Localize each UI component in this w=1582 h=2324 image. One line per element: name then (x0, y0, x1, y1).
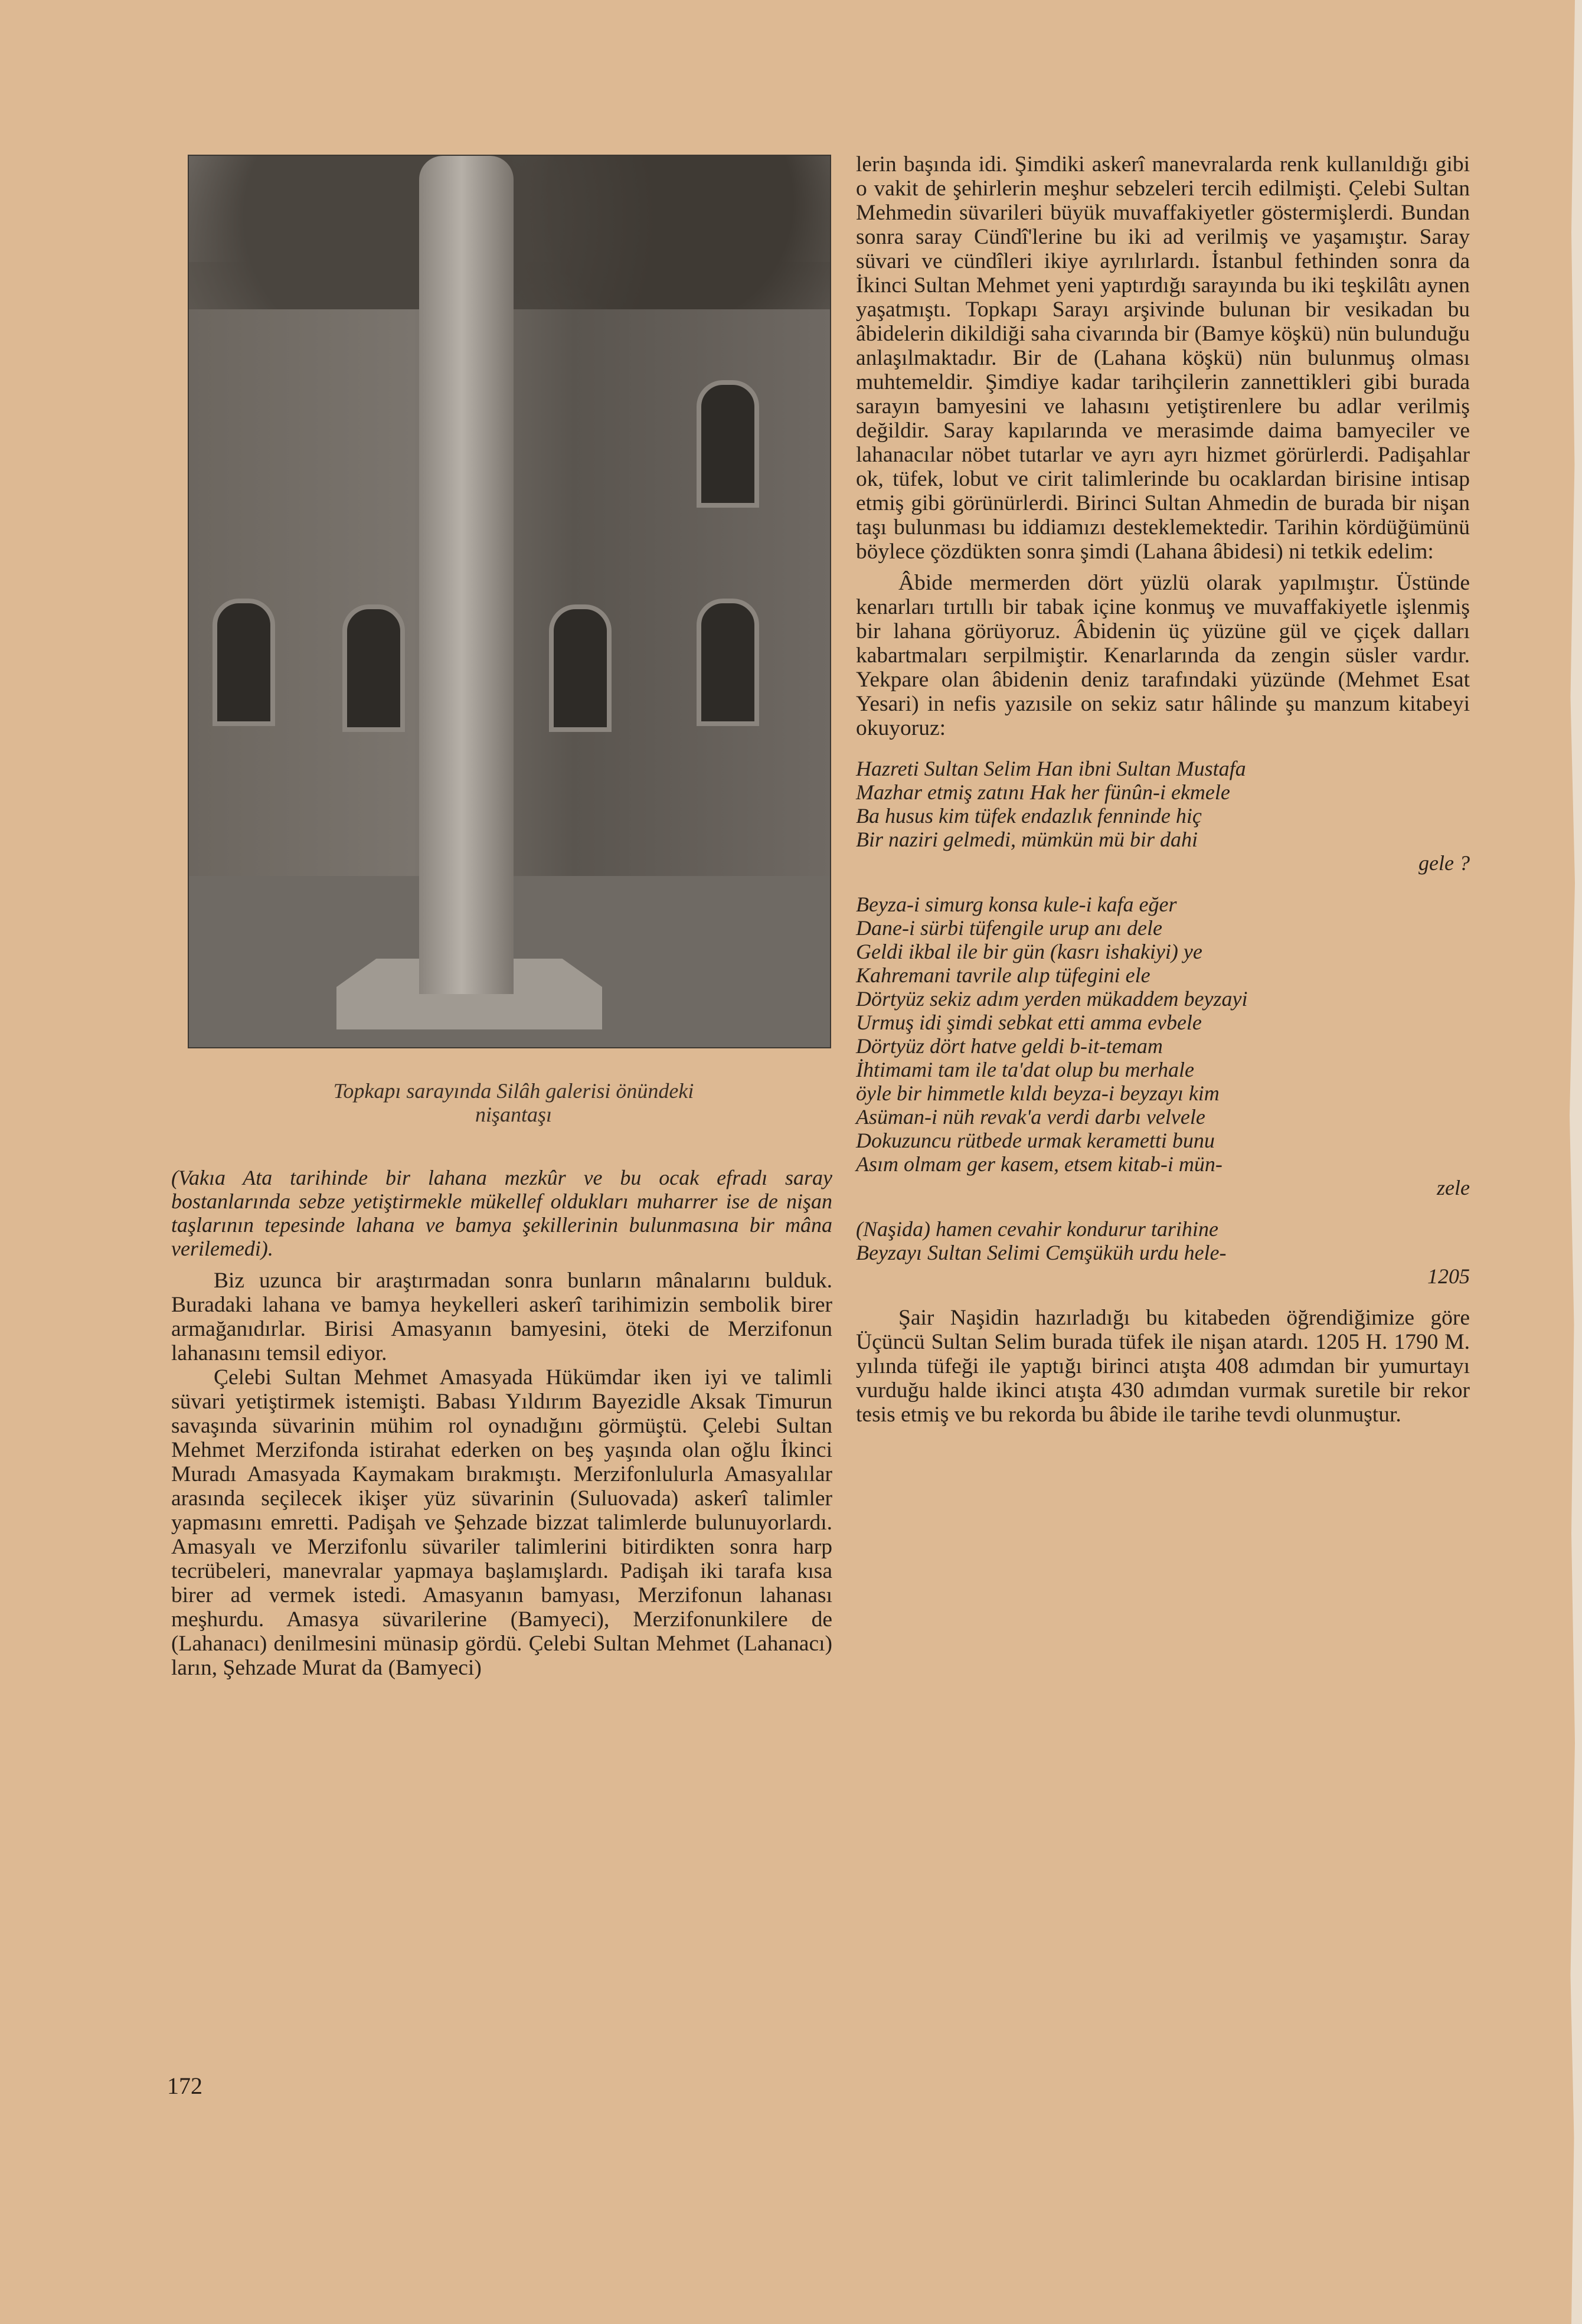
left-paragraph-2: Çelebi Sultan Mehmet Amasyada Hükümdar iken iyi ve talimli süvari yetiştirmek istemişti. Babası Yıldırım Bayezidle Aksak Timurun savaşında süvarinin mühim rol oynadığını görmüştü. Çelebi Sultan Mehmet Merzifonda istirahat ederken on beş yaşında olan oğlu İkinci Muradı Amasyada Kaymakam bırakmıştı. Merzifonlulurla Amasyalılar arasında seçilecek ikişer yüz süvarinin (Suluovada) askerî talimler yapmasını emretti. Padişah ve Şehzade bizzat talimlerde bulunuyorlardı. Amasyalı ve Merzifonlu süvariler talimlerini bitirdikten sonra harp tecrübeleri, manevralar yapmaya başlamışlardı. Padişah iki tarafa kısa birer ad vermek istedi. Amasyanın bamyası, Merzifonun lahanası meşhurdu. Amasya süvarilerine (Bamyeci), Merzifonunkilere de (Lahanacı) denilmesini münasip gördü. Çelebi Sultan Mehmet (Lahanacı) ların, Şehzade Murat da (Bamyeci) (171, 1365, 832, 1680)
poem-line: Asüman-i nüh revak'a verdi darbı velvele (856, 1105, 1205, 1129)
poem-line: Geldi ikbal ile bir gün (kasrı ishakiyi) ye (856, 940, 1202, 963)
monument-photo (188, 155, 831, 1048)
left-paragraph-1: Biz uzunca bir araştırmadan sonra bunların mânalarını bulduk. Buradaki lahana ve bamya heykelleri askerî tarihimizin sembolik birer armağanıdırlar. Birisi Amasyanın bamyesini, öteki de Merzifonun lahanasını temsil ediyor. (171, 1269, 832, 1365)
right-paragraph-1: lerin başında idi. Şimdiki askerî manevralarda renk kullanıldığı gibi o vakit de şehirlerin meşhur sebzeleri tercih edilmişti. Çelebi Sultan Mehmedin süvarileri büyük muvaffakiyetler göstermişlerdi. Bundan sonra saray Cündî'lerine bu iki ad verilmiş ve yaşamıştır. Saray süvari ve cündîleri ikiye ayrılırlardı. İstanbul fethinden sonra da İkinci Sultan Mehmet yeni yaptırdığı sarayında bu iki teşkilâtı aynen yaşatmıştı. Topkapı Sarayı arşivinde bulunan bir vesikadan bu âbidelerin dikildiği saha civarında bir (Bamye köşkü) nün bulunduğu anlaşılmaktadır. Bir de (Lahana köşkü) nün bulunmuş olması muhtemeldir. Şimdiye kadar tarihçilerin zannettikleri gibi burada sarayın bamyesini ve lahasını yetiştirenlere bu adlar verilmiş değildir. Saray kapılarında ve merasimde daima bamyeciler ve lahanacılar nöbet tutarlar ve ayrı ayrı hizmet görürlerdi. Padişahlar ok, tüfek, lobut ve cirit talimlerinde bu ocaklardan birisine intisap etmiş gibi görünürlerdi. Birinci Sultan Ahmedin de burada bir nişan taşı bulunması bu iddiamızı desteklemektedir. Tarihin kördüğümünü böylece çözdükten sonra şimdi (Lahana âbidesi) ni tetkik edelim: (856, 152, 1470, 564)
poem-stanza (856, 893, 1470, 1199)
poem-line: Dörtyüz sekiz adım yerden mükaddem beyzayi (856, 987, 1248, 1011)
inscription-poem (856, 757, 1470, 1288)
right-closing-paragraph: Şair Naşidin hazırladığı bu kitabeden öğrendiğimize göre Üçüncü Sultan Selim burada tüfek ile nişan atardı. 1205 H. 1790 M. yılında tüfeği ile yaptığı birinci atışta 408 adımdan bir yumurtayı vurduğu halde ikinci atışta 430 adımdan vurmak suretile bir rekor tesis etmiş ve bu rekorda bu âbide ile tarihe tevdi olunmuştur. (856, 1306, 1470, 1427)
poem-line: Dörtyüz dört hatve geldi b-it-temam (856, 1034, 1163, 1058)
poem-line: (Naşida) hamen cevahir kondurur tarihine (856, 1217, 1218, 1241)
poem-line: Beyza-i simurg konsa kule-i kafa eğer (856, 893, 1177, 916)
poem-stanza (856, 1217, 1470, 1288)
poem-line: Dokuzuncu rütbede urmak kerametti bunu (856, 1129, 1215, 1152)
poem-line: Dane-i sürbi tüfengile urup anı dele (856, 916, 1162, 940)
right-paragraph-2: Âbide mermerden dört yüzlü olarak yapılmıştır. Üstünde kenarları tırtıllı bir tabak içine konmuş ve muvaffakiyetle işlenmiş bir lahana görüyoruz. Âbidenin üç yüzüne gül ve çiçek dalları kabartmaları serpilmiştir. Kenarlarında da zengin süsler vardır. Yekpare olan âbidenin deniz tarafındaki yüzünde (Mehmet Esat Yesari) in nefis yazısile on sekiz satır hâlinde şu manzum kitabeyi okuyoruz: (856, 571, 1470, 740)
torn-edge (1564, 0, 1582, 2324)
poem-date: 1205 (1427, 1264, 1470, 1288)
poem-line: Urmuş idi şimdi sebkat etti amma evbele (856, 1011, 1202, 1034)
poem-line: İhtimami tam ile ta'dat olup bu merhale (856, 1058, 1194, 1081)
caption-line-2: nişantaşı (475, 1103, 553, 1126)
poem-line: Asım olmam ger kasem, etsem kitab-i mün- (856, 1152, 1223, 1176)
poem-line: Hazreti Sultan Selim Han ibni Sultan Mustafa (856, 757, 1246, 780)
poem-line: Ba husus kim tüfek endazlık fenninde hiç (856, 804, 1202, 828)
caption-line-1: Topkapı sarayında Silâh galerisi önündeki (333, 1079, 694, 1103)
left-column (171, 1166, 832, 1680)
editor-note: (Vakıa Ata tarihinde bir lahana mezkûr ve bu ocak efradı saray bostanlarında sebze yetiştirmekle mükellef oldukları muharrer ise de nişan taşlarının tepesinde lahana ve bamya şekillerinin bulunmasına bir mâna verilemedi). (171, 1166, 832, 1260)
poem-line: öyle bir himmetle kıldı beyza-i beyzayı kim (856, 1081, 1220, 1105)
right-column (856, 152, 1470, 1427)
nisantasi-column (419, 156, 514, 994)
poem-line: Bir naziri gelmedi, mümkün mü bir dahi (856, 828, 1198, 851)
poem-stanza (856, 757, 1470, 875)
poem-line: Beyzayı Sultan Selimi Cemşüküh urdu hele- (856, 1241, 1227, 1264)
poem-line: Mazhar etmiş zatını Hak her fünûn-i ekmele (856, 780, 1230, 804)
poem-line-end: zele (1437, 1176, 1470, 1199)
page-number: 172 (167, 2073, 202, 2099)
poem-line-end: gele ? (1418, 851, 1470, 875)
poem-line: Kahremani tavrile alıp tüfegini ele (856, 963, 1150, 987)
photo-caption (195, 1079, 832, 1126)
